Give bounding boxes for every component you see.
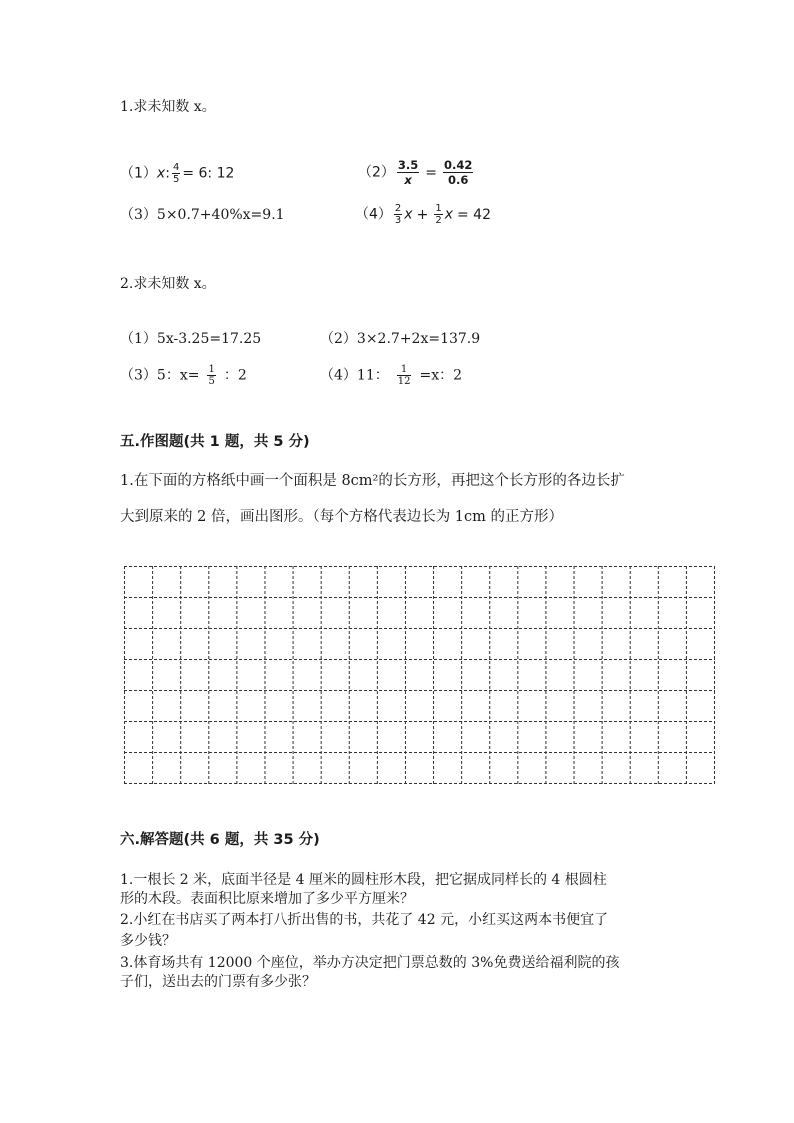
fraction-denominator: 2 — [435, 215, 442, 226]
fraction-numerator: 2 — [394, 203, 402, 214]
question-1-line-2: 形的木段。表面积比原来增加了多少平方厘米？ — [120, 891, 414, 907]
equation-a4 — [355, 203, 491, 226]
equation-b3-fraction — [207, 364, 215, 387]
fraction-denominator: 5 — [172, 174, 180, 185]
equation-a4-fraction-1 — [394, 203, 402, 226]
fraction-numerator: 1 — [435, 203, 442, 214]
equation-a1-fraction — [172, 162, 180, 185]
fraction-denominator: 3 — [394, 215, 402, 226]
equation-b2: （2）3×2.7+2x=137.9 — [320, 331, 481, 347]
equation-b1: （1）5x-3.25=17.25 — [120, 331, 262, 347]
question-2-line-2: 多少钱？ — [120, 933, 176, 949]
equation-a1 — [120, 162, 234, 185]
question-3-line-2: 子们，送出去的门票有多少张？ — [120, 974, 316, 990]
question-1-line-1: 1.一根长 2 米，底面半径是 4 厘米的圆柱形木段，把它据成同样长的 4 根圆柱 — [120, 872, 607, 888]
equation-a4-var-1: x — [404, 206, 413, 223]
grid-paper[interactable] — [124, 566, 715, 784]
fraction-denominator: x — [404, 173, 412, 187]
equation-b4-prefix: （4）11： — [320, 367, 389, 384]
equation-a2-label: （2） — [358, 164, 395, 181]
fraction-numerator: 3.5 — [397, 158, 419, 172]
equation-a2-fraction-2 — [443, 158, 473, 187]
section-six-heading: 六.解答题(共 6 题，共 35 分) — [120, 832, 320, 848]
equation-a1-label: （1） — [120, 165, 157, 182]
section-a-title: 1.求未知数 x。 — [120, 99, 216, 115]
fraction-denominator: 12 — [397, 376, 411, 387]
fraction-numerator: 0.42 — [444, 158, 473, 172]
equation-b4-fraction — [397, 364, 412, 387]
equation-a2-equals: = — [425, 164, 438, 181]
equation-a1-rest: = 6: 12 — [182, 165, 235, 182]
equation-a4-rest: = 42 — [457, 206, 491, 223]
section-five-heading: 五.作图题(共 1 题，共 5 分) — [120, 434, 310, 450]
fraction-denominator: 0.6 — [448, 173, 469, 187]
grid-paper-svg — [124, 566, 715, 784]
equation-b3-suffix: ：2 — [223, 367, 247, 384]
fraction-denominator: 5 — [208, 376, 215, 387]
equation-a4-var-2: x — [444, 206, 453, 223]
question-2-line-1: 2.小红在书店买了两本打八折出售的书，共花了 42 元，小红买这两本书便宜了 — [120, 912, 609, 928]
fraction-numerator: 1 — [397, 364, 412, 376]
equation-a3: （3）5×0.7+40%x=9.1 — [120, 207, 285, 223]
equation-a2 — [358, 158, 475, 187]
equation-b3 — [120, 364, 247, 387]
equation-a1-colon: : — [165, 165, 170, 182]
equation-a2-fraction-1 — [397, 158, 419, 187]
section-five-line-1: 1.在下面的方格纸中画一个面积是 8cm²的长方形，再把这个长方形的各边长扩 — [120, 473, 625, 489]
equation-a4-fraction-2 — [434, 203, 442, 226]
equation-b4-suffix: =x：2 — [419, 367, 463, 384]
section-five-line-2: 大到原来的 2 倍，画出图形。（每个方格代表边长为 1cm 的正方形） — [120, 509, 564, 525]
equation-a1-var: x — [156, 165, 166, 182]
equation-a4-label: （4） — [355, 206, 392, 223]
question-3-line-1: 3.体育场共有 12000 个座位，举办方决定把门票总数的 3%免费送给福利院的孩 — [120, 955, 620, 971]
equation-b3-prefix: （3）5：x= — [120, 367, 200, 384]
section-b-title: 2.求未知数 x。 — [120, 276, 216, 292]
equation-b4 — [320, 364, 462, 387]
fraction-numerator: 4 — [172, 162, 180, 173]
equation-a4-plus: + — [416, 206, 429, 223]
fraction-numerator: 1 — [208, 364, 215, 375]
